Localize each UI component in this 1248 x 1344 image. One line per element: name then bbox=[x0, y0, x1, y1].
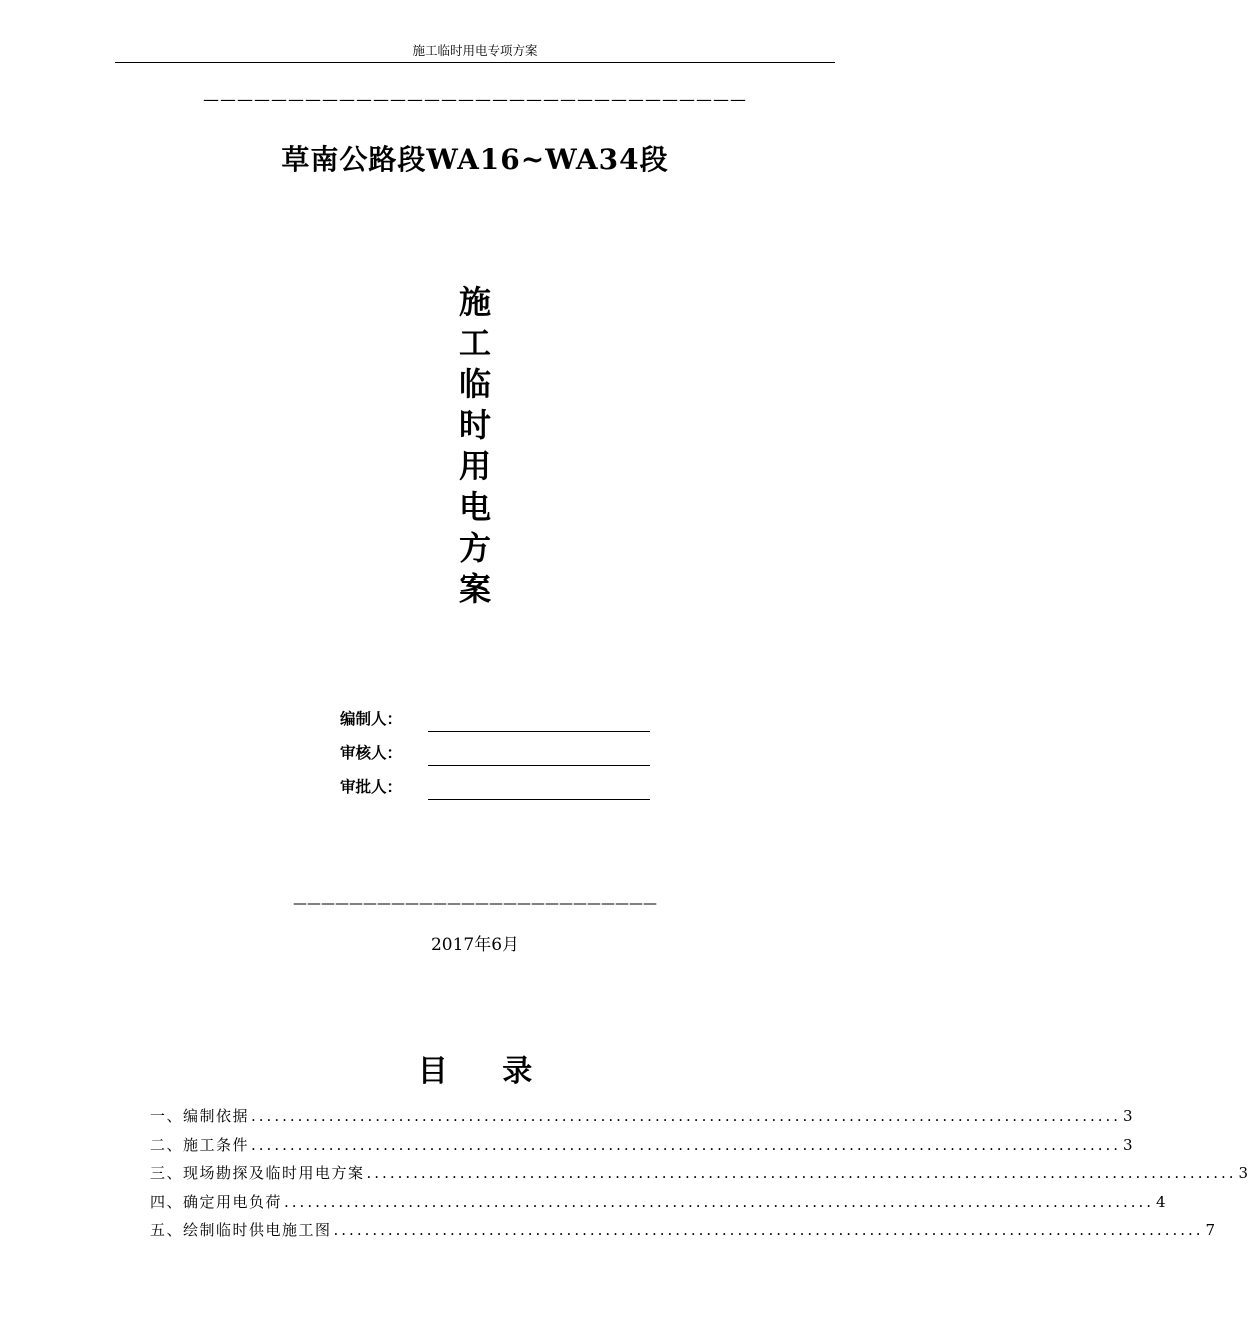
signature-row-compiler bbox=[340, 698, 660, 732]
toc-leader: ................................................................................................................ bbox=[251, 1135, 1122, 1154]
toc-leader: ................................................................................................................ bbox=[251, 1107, 1122, 1125]
bottom-dash-rule: —————————————————————————— bbox=[293, 896, 657, 912]
signature-label: 审批人： bbox=[340, 778, 403, 796]
title-char: 施 bbox=[458, 283, 491, 321]
running-title: 施工临时用电专项方案 bbox=[412, 43, 538, 58]
toc-entry-page: 3 bbox=[1238, 1164, 1248, 1183]
toc-entry-text: 二、施工条件 bbox=[150, 1135, 250, 1154]
document-date: 2017年6月 bbox=[430, 935, 520, 955]
toc-entry-page: 7 bbox=[1205, 1221, 1216, 1240]
title-char: 电 bbox=[458, 488, 491, 526]
toc-entry-page: 3 bbox=[1123, 1135, 1133, 1154]
title-char: 时 bbox=[458, 406, 491, 444]
toc-entry[interactable] bbox=[150, 1190, 1166, 1219]
toc-entry-text: 五、绘制临时供电施工图 bbox=[150, 1221, 332, 1240]
toc-title: 目 录 bbox=[417, 1054, 555, 1089]
title-char: 用 bbox=[458, 447, 491, 485]
toc-entry[interactable] bbox=[150, 1104, 1133, 1133]
signature-line bbox=[428, 743, 650, 766]
toc-entry[interactable] bbox=[150, 1218, 1216, 1247]
signature-block bbox=[340, 698, 660, 800]
page-header bbox=[115, 42, 835, 63]
project-name: 草南公路段WA16~WA34段 bbox=[281, 143, 669, 176]
toc-leader: ................................................................................................................ bbox=[284, 1192, 1155, 1211]
toc-entry-page: 4 bbox=[1156, 1192, 1166, 1211]
title-char: 案 bbox=[458, 570, 491, 608]
title-char: 工 bbox=[458, 324, 491, 362]
title-char: 方 bbox=[458, 529, 491, 567]
title-char: 临 bbox=[458, 365, 491, 403]
toc-entry-page: 3 bbox=[1123, 1107, 1133, 1125]
toc-leader: ................................................................................................................ bbox=[333, 1221, 1204, 1240]
signature-row-approver bbox=[340, 766, 660, 800]
signature-row-reviewer bbox=[340, 732, 660, 766]
top-dash-rule: ———————————————————————————————— bbox=[203, 90, 747, 109]
signature-label: 编制人： bbox=[340, 710, 403, 728]
toc-entry[interactable] bbox=[150, 1133, 1133, 1162]
toc-entry[interactable] bbox=[150, 1161, 1248, 1190]
toc-entry-text: 三、现场勘探及临时用电方案 bbox=[150, 1164, 365, 1183]
toc-leader: ................................................................................................................ bbox=[366, 1164, 1237, 1183]
toc-entry-text: 四、确定用电负荷 bbox=[150, 1192, 283, 1211]
signature-line bbox=[428, 709, 650, 732]
toc-entry-text: 一、编制依据 bbox=[150, 1107, 250, 1125]
toc-list bbox=[150, 1104, 1248, 1247]
signature-line bbox=[428, 777, 650, 800]
document-title bbox=[445, 282, 505, 610]
signature-label: 审核人： bbox=[340, 744, 403, 762]
